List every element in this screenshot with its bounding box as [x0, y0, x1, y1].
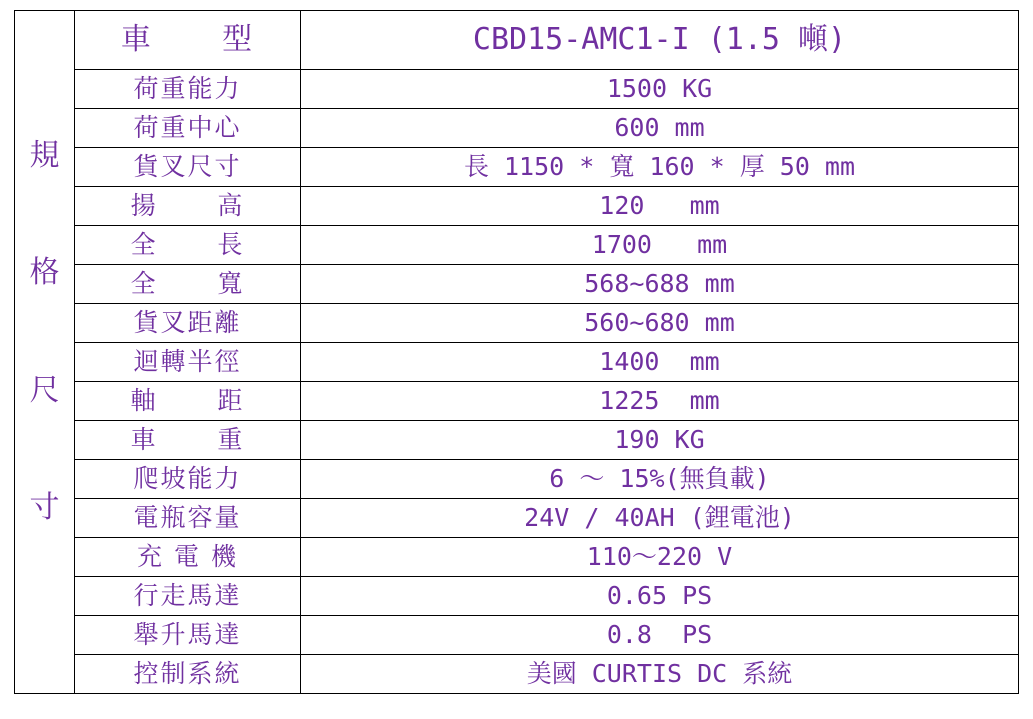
spec-value-cell: 0.65 PS — [301, 577, 1019, 616]
table-row — [15, 616, 1019, 655]
table-row — [15, 304, 1019, 343]
spec-value-cell: 190 KG — [301, 421, 1019, 460]
spec-label-cell: 全 長 — [75, 226, 301, 265]
table-row — [15, 499, 1019, 538]
spec-label-cell: 貨叉距離 — [75, 304, 301, 343]
table-row — [15, 382, 1019, 421]
spec-label-cell: 揚 高 — [75, 187, 301, 226]
spec-value-cell: 568~688 mm — [301, 265, 1019, 304]
table-row — [15, 421, 1019, 460]
table-row — [15, 70, 1019, 109]
spec-label-cell: 行走馬達 — [75, 577, 301, 616]
table-row — [15, 577, 1019, 616]
group-label-stack — [15, 97, 74, 567]
spec-value-cell: 6 ～ 15%(無負載) — [301, 460, 1019, 499]
header-label-cell: 車 型 — [75, 11, 301, 70]
table-row — [15, 460, 1019, 499]
spec-label-cell: 軸 距 — [75, 382, 301, 421]
spec-label-cell: 充 電 機 — [75, 538, 301, 577]
spec-value-cell: 24V / 40AH (鋰電池) — [301, 499, 1019, 538]
spec-value-cell: 120 mm — [301, 187, 1019, 226]
table-row — [15, 265, 1019, 304]
spec-label-cell: 電瓶容量 — [75, 499, 301, 538]
spec-label-cell: 荷重能力 — [75, 70, 301, 109]
spec-value-cell: 0.8 PS — [301, 616, 1019, 655]
spec-value-cell: 1500 KG — [301, 70, 1019, 109]
table-row — [15, 187, 1019, 226]
table-row — [15, 538, 1019, 577]
group-char: 尺 — [29, 372, 60, 408]
spec-value-cell: 600 mm — [301, 109, 1019, 148]
spec-value-cell: 1225 mm — [301, 382, 1019, 421]
spec-label-cell: 爬坡能力 — [75, 460, 301, 499]
table-row — [15, 343, 1019, 382]
group-cell — [15, 11, 75, 694]
spec-value-cell: 1700 mm — [301, 226, 1019, 265]
group-char: 寸 — [29, 490, 60, 526]
spec-value-cell: 560~680 mm — [301, 304, 1019, 343]
table-row — [15, 226, 1019, 265]
spec-label-cell: 控制系統 — [75, 655, 301, 694]
table-row — [15, 655, 1019, 694]
group-char: 格 — [29, 255, 60, 291]
spec-label-cell: 貨叉尺寸 — [75, 148, 301, 187]
spec-label-cell: 全 寬 — [75, 265, 301, 304]
table-row — [15, 109, 1019, 148]
spec-value-cell: 長 1150 * 寬 160 * 厚 50 mm — [301, 148, 1019, 187]
header-value-cell: CBD15-AMC1-I (1.5 噸) — [301, 11, 1019, 70]
spec-label-cell: 迴轉半徑 — [75, 343, 301, 382]
header-row — [15, 11, 1019, 70]
spec-label-cell: 車 重 — [75, 421, 301, 460]
spec-label-cell: 舉升馬達 — [75, 616, 301, 655]
table-row — [15, 148, 1019, 187]
spec-label-cell: 荷重中心 — [75, 109, 301, 148]
spec-value-cell: 1400 mm — [301, 343, 1019, 382]
spec-value-cell: 110～220 V — [301, 538, 1019, 577]
spec-value-cell: 美國 CURTIS DC 系統 — [301, 655, 1019, 694]
group-char: 規 — [29, 137, 60, 173]
spec-table — [14, 10, 1019, 694]
